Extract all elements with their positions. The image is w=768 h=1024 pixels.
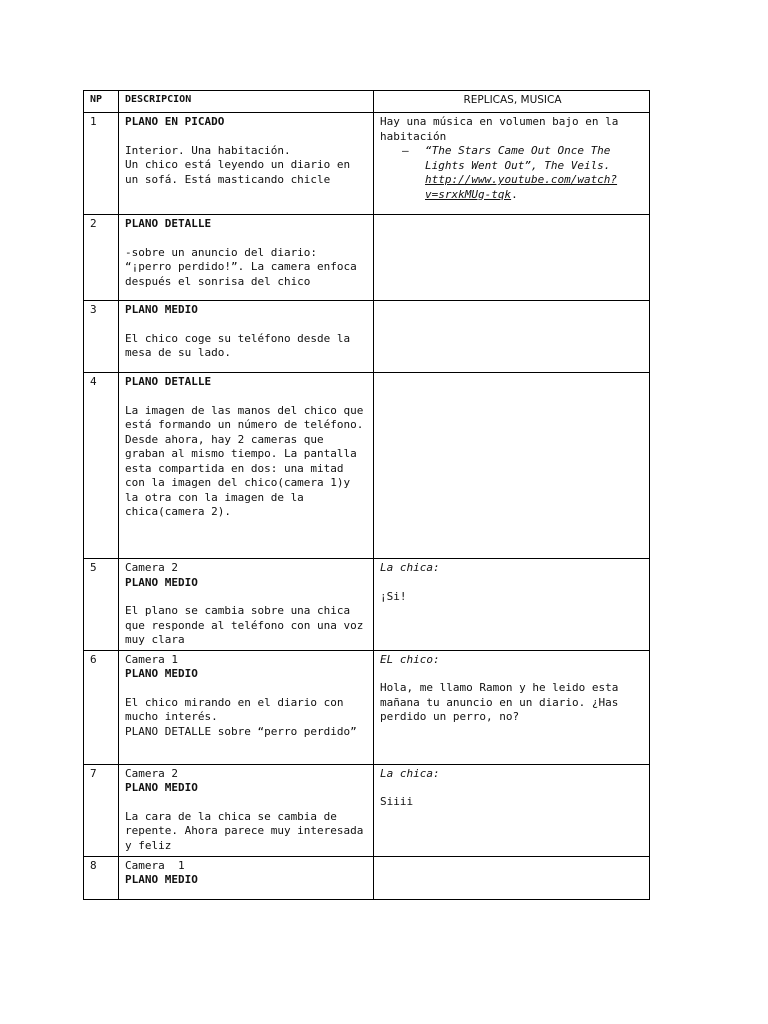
shot-description-line: -sobre un anuncio del diario: “¡perro perdido!”. La camera enfoca después el sonrisa del chico xyxy=(125,245,364,288)
shot-replicas xyxy=(374,650,650,764)
shot-plane: PLANO MEDIO xyxy=(125,575,198,589)
shot-row-6 xyxy=(84,650,650,764)
shot-row-3 xyxy=(84,301,650,373)
shot-row-4 xyxy=(84,373,650,559)
shot-description-line: El chico coge su teléfono desde la mesa de su lado. xyxy=(125,331,357,359)
shot-plane: PLANO DETALLE xyxy=(125,375,212,388)
shot-description xyxy=(119,856,374,899)
shot-description-line: Un chico está leyendo un diario en un sofá. Está masticando chicle xyxy=(125,158,357,186)
shot-description xyxy=(119,301,374,373)
dialogue-speaker: La chica: xyxy=(380,766,440,780)
shot-replicas xyxy=(374,856,650,899)
dialogue-speaker: La chica: xyxy=(380,561,440,574)
shot-plane: PLANO MEDIO xyxy=(125,873,198,886)
shot-replicas xyxy=(374,764,650,856)
shot-number: 5 xyxy=(84,559,119,651)
music-description: Hay una música en volumen bajo en la habitación xyxy=(380,115,626,143)
shot-plane: PLANO MEDIO xyxy=(125,781,198,794)
dialogue-speaker: EL chico: xyxy=(380,652,440,666)
header-descripcion: DESCRIPCION xyxy=(119,91,374,113)
shot-description-line: La imagen de las manos del chico que está formando un número de teléfono. xyxy=(125,403,371,431)
shot-replicas xyxy=(374,215,650,301)
song-title: “The Stars Came Out Once The Lights Went Out”, The Veils. xyxy=(425,144,618,172)
shot-description xyxy=(119,650,374,764)
shot-plane: PLANO EN PICADO xyxy=(125,115,225,128)
shot-description xyxy=(119,764,374,856)
header-np: NP xyxy=(84,91,119,113)
shot-description-line: El chico mirando en el diario con mucho interés. xyxy=(125,695,351,723)
shot-description xyxy=(119,215,374,301)
dialogue-text: Hola, me llamo Ramon y he leido esta mañana tu anuncio en un diario. ¿Has perdido un perro, no? xyxy=(380,681,626,723)
shot-number: 1 xyxy=(84,113,119,215)
shot-row-7 xyxy=(84,764,650,856)
header-replicas: REPLICAS, MUSICA xyxy=(374,91,650,113)
shot-description-line: El plano se cambia sobre una chica que responde al teléfono con una voz muy clara xyxy=(125,604,371,646)
table-header-row xyxy=(84,91,650,113)
shot-number: 8 xyxy=(84,856,119,899)
shot-number: 2 xyxy=(84,215,119,301)
shot-plane: PLANO DETALLE xyxy=(125,217,212,230)
shot-row-2 xyxy=(84,215,650,301)
shot-description xyxy=(119,113,374,215)
shot-replicas xyxy=(374,373,650,559)
shot-camera: Camera 1 xyxy=(125,652,178,666)
shot-replicas xyxy=(374,559,650,651)
shot-number: 7 xyxy=(84,764,119,856)
shot-number: 3 xyxy=(84,301,119,373)
shot-camera: Camera 1 xyxy=(125,858,185,872)
shot-description-line: La cara de la chica se cambia de repente. Ahora parece muy interesada y feliz xyxy=(125,809,371,852)
shot-plane: PLANO MEDIO xyxy=(125,303,198,316)
bullet-dash: – xyxy=(402,144,409,157)
music-bullet xyxy=(380,144,645,202)
shot-number: 6 xyxy=(84,650,119,764)
shot-description xyxy=(119,559,374,651)
youtube-link[interactable]: http://www.youtube.com/watch?v=srxkMUg-tqk xyxy=(425,173,618,201)
shot-camera: Camera 2 xyxy=(125,766,178,780)
link-period: . xyxy=(511,187,518,201)
shot-description xyxy=(119,373,374,559)
shot-row-5 xyxy=(84,559,650,651)
shot-row-8 xyxy=(84,856,650,899)
shot-description-line: Interior. Una habitación. xyxy=(125,143,291,157)
shot-number: 4 xyxy=(84,373,119,559)
shot-replicas xyxy=(374,301,650,373)
shot-row-1 xyxy=(84,113,650,215)
shot-camera: Camera 2 xyxy=(125,561,178,574)
shot-description-line: PLANO DETALLE sobre “perro perdido” xyxy=(125,724,357,738)
dialogue-text: Siiii xyxy=(380,795,414,808)
shot-table xyxy=(83,90,650,900)
dialogue-text: ¡Si! xyxy=(380,589,407,603)
shot-description-line: Desde ahora, hay 2 cameras que graban al mismo tiempo. La pantalla esta compartida en dos: una mitad con la imagen del chico(camera 1)y la otra con la imagen de la chica(camera 2). xyxy=(125,432,364,518)
shot-plane: PLANO MEDIO xyxy=(125,667,198,680)
shot-replicas xyxy=(374,113,650,215)
script-document xyxy=(83,90,649,900)
